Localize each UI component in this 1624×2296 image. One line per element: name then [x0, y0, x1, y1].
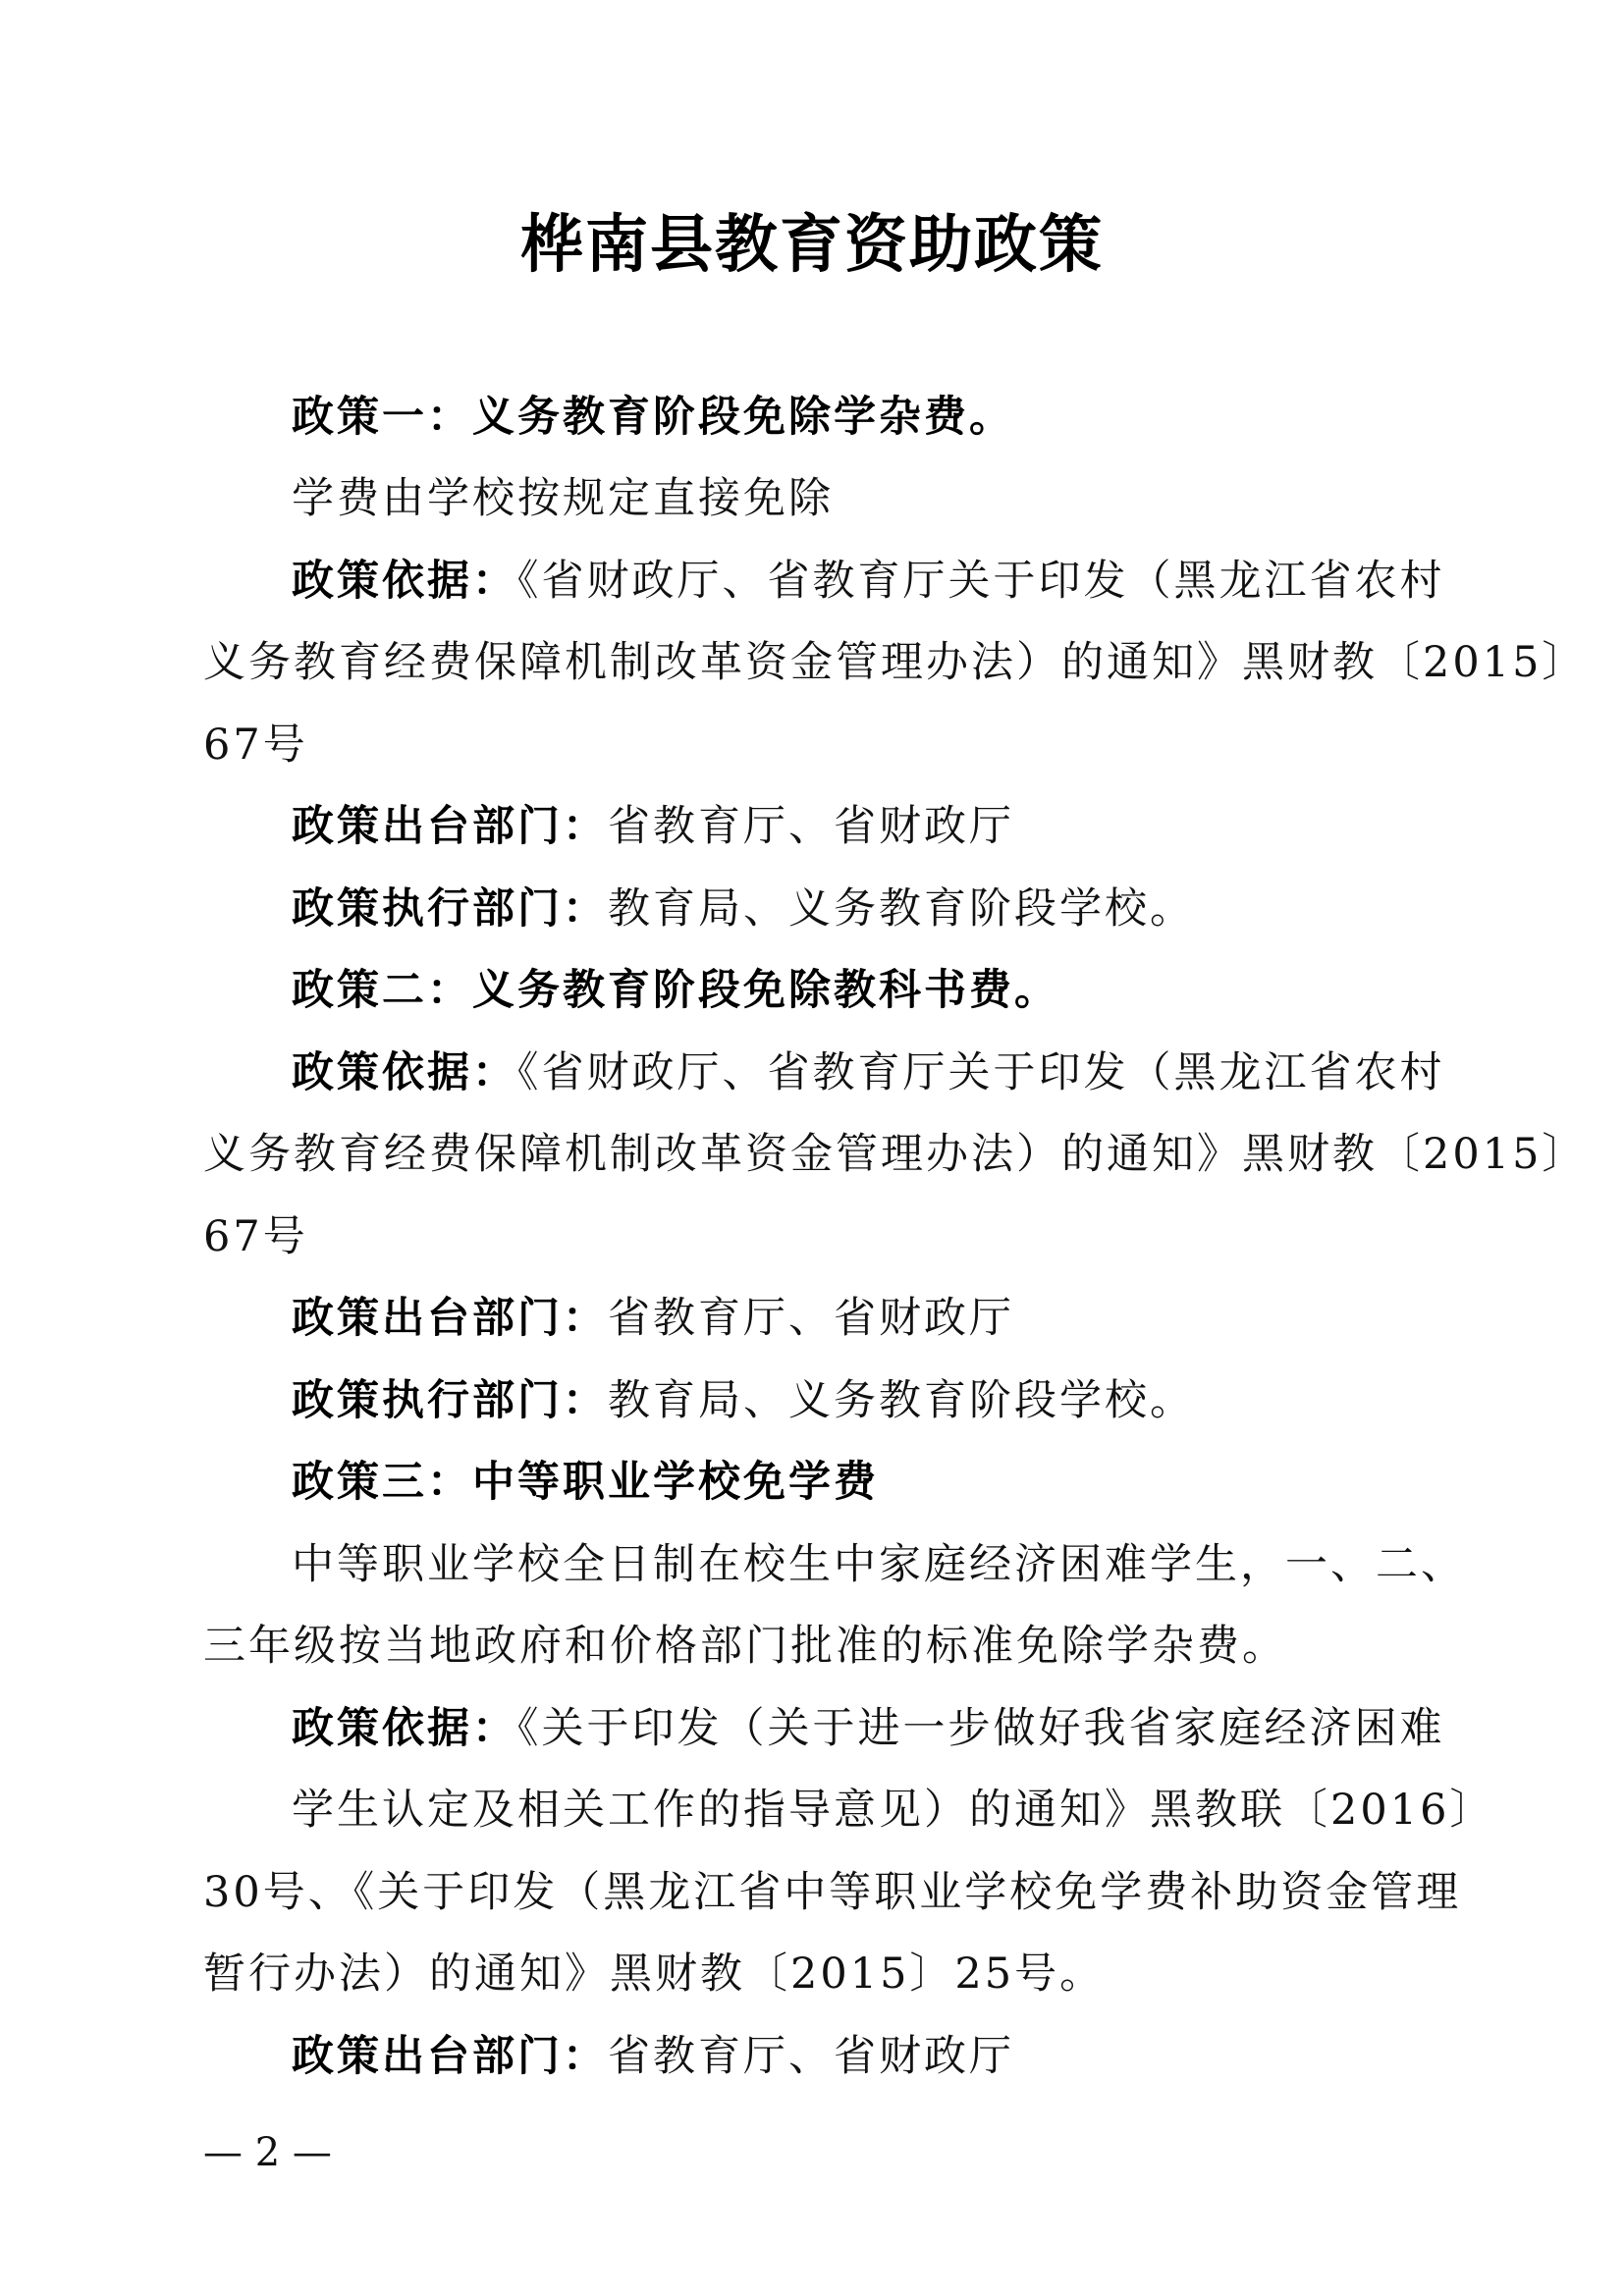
policy1-desc: 学费由学校按规定直接免除 [292, 474, 834, 523]
policy1-executor-label: 政策执行部门： [292, 884, 608, 934]
policy2-basis-line3: 67号 [203, 1212, 308, 1261]
policy2-issuer [292, 1289, 1480, 1348]
policy2-basis [292, 1043, 1480, 1102]
policy3-basis-label: 政策依据： [292, 1704, 517, 1753]
policy3-issuer-text: 省教育厅、省财政厅 [608, 2032, 1014, 2081]
policy1-issuer-text: 省教育厅、省财政厅 [608, 802, 1014, 851]
page-title: 桦南县教育资助政策 [520, 208, 1104, 282]
policy2-heading: 政策二：义务教育阶段免除教科书费。 [292, 966, 1059, 1015]
policy3-basis-line2: 学生认定及相关工作的指导意见）的通知》黑教联〔2016〕 [292, 1786, 1495, 1835]
policy2-executor [292, 1371, 1480, 1430]
policy3-issuer-label: 政策出台部门： [292, 2032, 608, 2081]
policy1-basis-line2: 义务教育经费保障机制改革资金管理办法）的通知》黑财教〔2015〕 [203, 638, 1588, 687]
policy1-basis-label: 政策依据： [292, 557, 517, 606]
policy1-basis-text: 《省财政厅、省教育厅关于印发（黑龙江省农村 [517, 557, 1445, 606]
policy1-heading: 政策一：义务教育阶段免除学杂费。 [292, 393, 1014, 442]
policy3-desc-line2: 三年级按当地政府和价格部门批准的标准免除学杂费。 [203, 1622, 1287, 1671]
policy3-issuer [292, 2027, 1480, 2086]
policy1-executor-text: 教育局、义务教育阶段学校。 [608, 884, 1195, 934]
policy2-basis-line2: 义务教育经费保障机制改革资金管理办法）的通知》黑财教〔2015〕 [203, 1130, 1588, 1179]
policy1-issuer-label: 政策出台部门： [292, 802, 608, 851]
policy3-basis [292, 1699, 1480, 1758]
policy1-basis-line3: 67号 [203, 721, 308, 770]
policy2-executor-label: 政策执行部门： [292, 1376, 608, 1425]
policy2-issuer-label: 政策出台部门： [292, 1294, 608, 1343]
policy3-basis-text: 《关于印发（关于进一步做好我省家庭经济困难 [517, 1704, 1445, 1753]
policy3-basis-line4: 暂行办法）的通知》黑财教〔2015〕25号。 [203, 1949, 1106, 1999]
policy3-basis-line3: 30号、《关于印发（黑龙江省中等职业学校免学费补助资金管理 [203, 1868, 1462, 1917]
policy2-executor-text: 教育局、义务教育阶段学校。 [608, 1376, 1195, 1425]
page-number: — 2 — [203, 2130, 332, 2175]
policy1-issuer [292, 797, 1480, 856]
policy3-desc-line1: 中等职业学校全日制在校生中家庭经济困难学生，一、二、 [292, 1540, 1466, 1589]
policy2-issuer-text: 省教育厅、省财政厅 [608, 1294, 1014, 1343]
policy2-basis-label: 政策依据： [292, 1048, 517, 1097]
policy1-executor [292, 880, 1480, 938]
policy1-basis [292, 552, 1480, 611]
policy3-heading: 政策三：中等职业学校免学费 [292, 1458, 879, 1507]
policy2-basis-text: 《省财政厅、省教育厅关于印发（黑龙江省农村 [517, 1048, 1445, 1097]
